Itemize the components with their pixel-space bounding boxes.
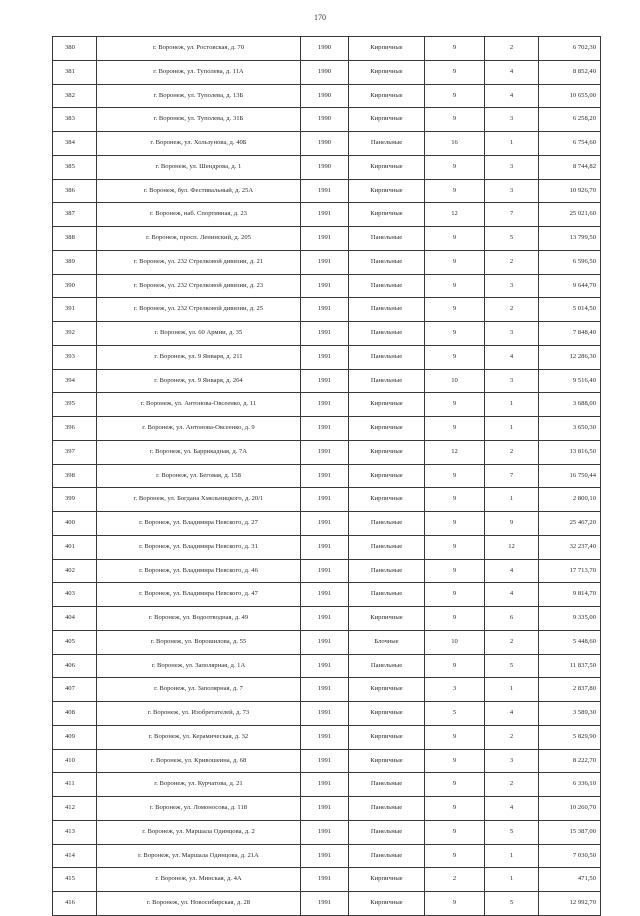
year-cell: 1991 <box>301 203 349 227</box>
table-row <box>53 559 601 583</box>
entrances-cell: 4 <box>485 583 539 607</box>
row-number-cell: 391 <box>53 298 97 322</box>
floors-cell: 9 <box>425 108 485 132</box>
address-cell: г. Воронеж, ул. Хользунова, д. 40Б <box>97 132 301 156</box>
area-cell: 5 014,50 <box>539 298 601 322</box>
wall-material-cell: Панельные <box>349 654 425 678</box>
row-number-cell: 390 <box>53 274 97 298</box>
table-body <box>53 37 601 916</box>
floors-cell: 9 <box>425 37 485 61</box>
row-number-cell: 409 <box>53 725 97 749</box>
year-cell: 1990 <box>301 37 349 61</box>
floors-cell: 9 <box>425 274 485 298</box>
year-cell: 1991 <box>301 274 349 298</box>
area-cell: 8 744,82 <box>539 155 601 179</box>
housing-table <box>52 36 601 916</box>
row-number-cell: 387 <box>53 203 97 227</box>
wall-material-cell: Панельные <box>349 512 425 536</box>
area-cell: 11 837,50 <box>539 654 601 678</box>
row-number-cell: 380 <box>53 37 97 61</box>
entrances-cell: 2 <box>485 630 539 654</box>
wall-material-cell: Панельные <box>349 820 425 844</box>
entrances-cell: 5 <box>485 654 539 678</box>
row-number-cell: 383 <box>53 108 97 132</box>
entrances-cell: 6 <box>485 607 539 631</box>
address-cell: г. Воронеж, ул. Заполярная, д. 7 <box>97 678 301 702</box>
table-row <box>53 607 601 631</box>
table-row <box>53 583 601 607</box>
year-cell: 1990 <box>301 84 349 108</box>
year-cell: 1991 <box>301 345 349 369</box>
area-cell: 2 800,10 <box>539 488 601 512</box>
area-cell: 8 222,70 <box>539 749 601 773</box>
row-number-cell: 407 <box>53 678 97 702</box>
table-row <box>53 369 601 393</box>
year-cell: 1991 <box>301 844 349 868</box>
wall-material-cell: Кирпичные <box>349 393 425 417</box>
row-number-cell: 386 <box>53 179 97 203</box>
entrances-cell: 9 <box>485 512 539 536</box>
table-row <box>53 773 601 797</box>
area-cell: 25 467,20 <box>539 512 601 536</box>
table-row <box>53 749 601 773</box>
area-cell: 25 021,60 <box>539 203 601 227</box>
wall-material-cell: Кирпичные <box>349 179 425 203</box>
year-cell: 1991 <box>301 417 349 441</box>
row-number-cell: 408 <box>53 702 97 726</box>
floors-cell: 5 <box>425 702 485 726</box>
wall-material-cell: Кирпичные <box>349 84 425 108</box>
year-cell: 1991 <box>301 868 349 892</box>
area-cell: 5 829,90 <box>539 725 601 749</box>
wall-material-cell: Панельные <box>349 559 425 583</box>
page-number: 170 <box>314 13 326 22</box>
floors-cell: 9 <box>425 464 485 488</box>
wall-material-cell: Кирпичные <box>349 464 425 488</box>
year-cell: 1991 <box>301 797 349 821</box>
wall-material-cell: Кирпичные <box>349 678 425 702</box>
table-row <box>53 892 601 916</box>
floors-cell: 9 <box>425 393 485 417</box>
floors-cell: 3 <box>425 678 485 702</box>
entrances-cell: 4 <box>485 559 539 583</box>
entrances-cell: 5 <box>485 227 539 251</box>
area-cell: 3 688,00 <box>539 393 601 417</box>
row-number-cell: 384 <box>53 132 97 156</box>
floors-cell: 9 <box>425 60 485 84</box>
area-cell: 10 655,00 <box>539 84 601 108</box>
row-number-cell: 406 <box>53 654 97 678</box>
floors-cell: 16 <box>425 132 485 156</box>
row-number-cell: 381 <box>53 60 97 84</box>
floors-cell: 10 <box>425 630 485 654</box>
entrances-cell: 12 <box>485 535 539 559</box>
row-number-cell: 397 <box>53 440 97 464</box>
wall-material-cell: Кирпичные <box>349 37 425 61</box>
year-cell: 1991 <box>301 179 349 203</box>
year-cell: 1991 <box>301 298 349 322</box>
floors-cell: 12 <box>425 203 485 227</box>
area-cell: 13 799,50 <box>539 227 601 251</box>
table-row <box>53 60 601 84</box>
wall-material-cell: Панельные <box>349 132 425 156</box>
row-number-cell: 401 <box>53 535 97 559</box>
table-row <box>53 725 601 749</box>
table-row <box>53 630 601 654</box>
address-cell: г. Воронеж, ул. 232 Стрелковой дивизии, д. 25 <box>97 298 301 322</box>
floors-cell: 9 <box>425 155 485 179</box>
table-row <box>53 298 601 322</box>
row-number-cell: 392 <box>53 322 97 346</box>
entrances-cell: 3 <box>485 274 539 298</box>
year-cell: 1990 <box>301 155 349 179</box>
year-cell: 1991 <box>301 250 349 274</box>
floors-cell: 9 <box>425 654 485 678</box>
table-row <box>53 345 601 369</box>
entrances-cell: 7 <box>485 464 539 488</box>
table-row <box>53 844 601 868</box>
table-row <box>53 203 601 227</box>
row-number-cell: 388 <box>53 227 97 251</box>
table-row <box>53 464 601 488</box>
area-cell: 10 260,70 <box>539 797 601 821</box>
area-cell: 32 237,40 <box>539 535 601 559</box>
year-cell: 1991 <box>301 535 349 559</box>
area-cell: 7 030,50 <box>539 844 601 868</box>
address-cell: г. Воронеж, ул. Баррикадная, д. 7А <box>97 440 301 464</box>
year-cell: 1991 <box>301 773 349 797</box>
floors-cell: 9 <box>425 535 485 559</box>
table-row <box>53 535 601 559</box>
table-row <box>53 179 601 203</box>
area-cell: 9 814,70 <box>539 583 601 607</box>
address-cell: г. Воронеж, ул. Туполева, д. 13Б <box>97 84 301 108</box>
table-row <box>53 155 601 179</box>
table-row <box>53 108 601 132</box>
floors-cell: 9 <box>425 820 485 844</box>
row-number-cell: 395 <box>53 393 97 417</box>
address-cell: г. Воронеж, ул. Заполярная, д. 1А <box>97 654 301 678</box>
entrances-cell: 3 <box>485 179 539 203</box>
wall-material-cell: Панельные <box>349 345 425 369</box>
address-cell: г. Воронеж, ул. Владимира Невского, д. 31 <box>97 535 301 559</box>
row-number-cell: 398 <box>53 464 97 488</box>
address-cell: г. Воронеж, ул. 232 Стрелковой дивизии, д. 21 <box>97 250 301 274</box>
area-cell: 6 754,60 <box>539 132 601 156</box>
address-cell: г. Воронеж, наб. Спортивная, д. 23 <box>97 203 301 227</box>
entrances-cell: 4 <box>485 60 539 84</box>
year-cell: 1990 <box>301 60 349 84</box>
entrances-cell: 5 <box>485 820 539 844</box>
address-cell: г. Воронеж, ул. Маршала Одинцова, д. 2 <box>97 820 301 844</box>
row-number-cell: 400 <box>53 512 97 536</box>
wall-material-cell: Панельные <box>349 274 425 298</box>
address-cell: г. Воронеж, ул. Водоотводная, д. 49 <box>97 607 301 631</box>
address-cell: г. Воронеж, ул. Владимира Невского, д. 27 <box>97 512 301 536</box>
entrances-cell: 2 <box>485 725 539 749</box>
address-cell: г. Воронеж, ул. 9 Января, д. 211 <box>97 345 301 369</box>
year-cell: 1991 <box>301 488 349 512</box>
entrances-cell: 5 <box>485 892 539 916</box>
address-cell: г. Воронеж, ул. Антонова-Овсеенко, д. 11 <box>97 393 301 417</box>
table-row <box>53 797 601 821</box>
area-cell: 6 258,20 <box>539 108 601 132</box>
table-row <box>53 488 601 512</box>
address-cell: г. Воронеж, ул. Новосибирская, д. 28 <box>97 892 301 916</box>
row-number-cell: 396 <box>53 417 97 441</box>
address-cell: г. Воронеж, ул. Минская, д. 4А <box>97 868 301 892</box>
wall-material-cell: Панельные <box>349 369 425 393</box>
year-cell: 1991 <box>301 512 349 536</box>
table-row <box>53 37 601 61</box>
entrances-cell: 1 <box>485 417 539 441</box>
address-cell: г. Воронеж, ул. Керамическая, д. 32 <box>97 725 301 749</box>
row-number-cell: 402 <box>53 559 97 583</box>
year-cell: 1991 <box>301 464 349 488</box>
row-number-cell: 416 <box>53 892 97 916</box>
entrances-cell: 4 <box>485 345 539 369</box>
floors-cell: 9 <box>425 417 485 441</box>
area-cell: 8 852,40 <box>539 60 601 84</box>
floors-cell: 9 <box>425 298 485 322</box>
row-number-cell: 404 <box>53 607 97 631</box>
table-row <box>53 132 601 156</box>
entrances-cell: 1 <box>485 132 539 156</box>
wall-material-cell: Панельные <box>349 250 425 274</box>
year-cell: 1991 <box>301 440 349 464</box>
entrances-cell: 3 <box>485 322 539 346</box>
wall-material-cell: Кирпичные <box>349 203 425 227</box>
floors-cell: 9 <box>425 488 485 512</box>
address-cell: г. Воронеж, ул. 60 Армии, д. 35 <box>97 322 301 346</box>
row-number-cell: 382 <box>53 84 97 108</box>
year-cell: 1991 <box>301 583 349 607</box>
year-cell: 1991 <box>301 678 349 702</box>
floors-cell: 9 <box>425 844 485 868</box>
floors-cell: 9 <box>425 250 485 274</box>
floors-cell: 9 <box>425 725 485 749</box>
wall-material-cell: Блочные <box>349 630 425 654</box>
row-number-cell: 393 <box>53 345 97 369</box>
year-cell: 1991 <box>301 654 349 678</box>
table-row <box>53 678 601 702</box>
wall-material-cell: Кирпичные <box>349 892 425 916</box>
floors-cell: 9 <box>425 773 485 797</box>
address-cell: г. Воронеж, ул. Богдана Хмельницкого, д. 20/1 <box>97 488 301 512</box>
area-cell: 6 336,10 <box>539 773 601 797</box>
floors-cell: 9 <box>425 179 485 203</box>
wall-material-cell: Кирпичные <box>349 417 425 441</box>
address-cell: г. Воронеж, ул. Антонова-Овсеенко, д. 9 <box>97 417 301 441</box>
entrances-cell: 1 <box>485 488 539 512</box>
row-number-cell: 399 <box>53 488 97 512</box>
address-cell: г. Воронеж, бул. Фестивальный, д. 25А <box>97 179 301 203</box>
address-cell: г. Воронеж, ул. Ростовская, д. 70 <box>97 37 301 61</box>
year-cell: 1991 <box>301 559 349 583</box>
address-cell: г. Воронеж, ул. 232 Стрелковой дивизии, д. 23 <box>97 274 301 298</box>
wall-material-cell: Кирпичные <box>349 488 425 512</box>
wall-material-cell: Кирпичные <box>349 749 425 773</box>
area-cell: 16 750,44 <box>539 464 601 488</box>
entrances-cell: 2 <box>485 773 539 797</box>
floors-cell: 9 <box>425 322 485 346</box>
wall-material-cell: Кирпичные <box>349 60 425 84</box>
wall-material-cell: Кирпичные <box>349 868 425 892</box>
entrances-cell: 4 <box>485 702 539 726</box>
row-number-cell: 385 <box>53 155 97 179</box>
address-cell: г. Воронеж, ул. Туполева, д. 31Б <box>97 108 301 132</box>
year-cell: 1991 <box>301 393 349 417</box>
row-number-cell: 405 <box>53 630 97 654</box>
table-row <box>53 250 601 274</box>
year-cell: 1991 <box>301 749 349 773</box>
entrances-cell: 2 <box>485 298 539 322</box>
entrances-cell: 2 <box>485 440 539 464</box>
address-cell: г. Воронеж, просп. Ленинский, д. 205 <box>97 227 301 251</box>
floors-cell: 9 <box>425 583 485 607</box>
area-cell: 6 596,50 <box>539 250 601 274</box>
entrances-cell: 1 <box>485 678 539 702</box>
entrances-cell: 1 <box>485 844 539 868</box>
address-cell: г. Воронеж, ул. Кривошеина, д. 68 <box>97 749 301 773</box>
area-cell: 3 589,30 <box>539 702 601 726</box>
entrances-cell: 2 <box>485 250 539 274</box>
area-cell: 12 286,30 <box>539 345 601 369</box>
floors-cell: 9 <box>425 559 485 583</box>
table-row <box>53 820 601 844</box>
entrances-cell: 4 <box>485 797 539 821</box>
entrances-cell: 3 <box>485 108 539 132</box>
year-cell: 1991 <box>301 322 349 346</box>
floors-cell: 9 <box>425 607 485 631</box>
entrances-cell: 4 <box>485 84 539 108</box>
floors-cell: 9 <box>425 749 485 773</box>
entrances-cell: 7 <box>485 203 539 227</box>
row-number-cell: 414 <box>53 844 97 868</box>
address-cell: г. Воронеж, ул. Ворошилова, д. 55 <box>97 630 301 654</box>
floors-cell: 9 <box>425 797 485 821</box>
wall-material-cell: Панельные <box>349 773 425 797</box>
area-cell: 7 848,40 <box>539 322 601 346</box>
area-cell: 9 644,70 <box>539 274 601 298</box>
wall-material-cell: Кирпичные <box>349 607 425 631</box>
area-cell: 13 816,50 <box>539 440 601 464</box>
row-number-cell: 412 <box>53 797 97 821</box>
address-cell: г. Воронеж, ул. Курчатова, д. 21 <box>97 773 301 797</box>
table-row <box>53 512 601 536</box>
year-cell: 1991 <box>301 725 349 749</box>
row-number-cell: 394 <box>53 369 97 393</box>
area-cell: 12 992,70 <box>539 892 601 916</box>
year-cell: 1991 <box>301 892 349 916</box>
table-row <box>53 654 601 678</box>
table-row <box>53 868 601 892</box>
entrances-cell: 1 <box>485 393 539 417</box>
year-cell: 1991 <box>301 630 349 654</box>
area-cell: 3 650,30 <box>539 417 601 441</box>
floors-cell: 10 <box>425 369 485 393</box>
address-cell: г. Воронеж, ул. Туполева, д. 11А <box>97 60 301 84</box>
floors-cell: 2 <box>425 868 485 892</box>
address-cell: г. Воронеж, ул. 9 Января, д. 264 <box>97 369 301 393</box>
floors-cell: 9 <box>425 512 485 536</box>
floors-cell: 12 <box>425 440 485 464</box>
entrances-cell: 1 <box>485 868 539 892</box>
table-row <box>53 322 601 346</box>
year-cell: 1991 <box>301 369 349 393</box>
area-cell: 471,50 <box>539 868 601 892</box>
table-row <box>53 227 601 251</box>
address-cell: г. Воронеж, ул. Владимира Невского, д. 47 <box>97 583 301 607</box>
address-cell: г. Воронеж, ул. Маршала Одинцова, д. 21А <box>97 844 301 868</box>
area-cell: 2 837,80 <box>539 678 601 702</box>
wall-material-cell: Панельные <box>349 583 425 607</box>
area-cell: 6 702,30 <box>539 37 601 61</box>
address-cell: г. Воронеж, ул. Изобретателей, д. 73 <box>97 702 301 726</box>
table-row <box>53 274 601 298</box>
floors-cell: 9 <box>425 227 485 251</box>
wall-material-cell: Кирпичные <box>349 702 425 726</box>
row-number-cell: 413 <box>53 820 97 844</box>
row-number-cell: 403 <box>53 583 97 607</box>
table-row <box>53 84 601 108</box>
entrances-cell: 3 <box>485 749 539 773</box>
entrances-cell: 3 <box>485 155 539 179</box>
wall-material-cell: Кирпичные <box>349 440 425 464</box>
table-row <box>53 440 601 464</box>
wall-material-cell: Панельные <box>349 322 425 346</box>
year-cell: 1991 <box>301 607 349 631</box>
wall-material-cell: Кирпичные <box>349 155 425 179</box>
wall-material-cell: Панельные <box>349 227 425 251</box>
row-number-cell: 415 <box>53 868 97 892</box>
year-cell: 1991 <box>301 820 349 844</box>
row-number-cell: 389 <box>53 250 97 274</box>
wall-material-cell: Панельные <box>349 298 425 322</box>
floors-cell: 9 <box>425 345 485 369</box>
wall-material-cell: Кирпичные <box>349 725 425 749</box>
floors-cell: 9 <box>425 84 485 108</box>
area-cell: 10 926,70 <box>539 179 601 203</box>
year-cell: 1991 <box>301 227 349 251</box>
year-cell: 1990 <box>301 108 349 132</box>
floors-cell: 9 <box>425 892 485 916</box>
entrances-cell: 3 <box>485 369 539 393</box>
address-cell: г. Воронеж, ул. Шендрова, д. 1 <box>97 155 301 179</box>
wall-material-cell: Кирпичные <box>349 108 425 132</box>
address-cell: г. Воронеж, ул. Владимира Невского, д. 46 <box>97 559 301 583</box>
wall-material-cell: Панельные <box>349 797 425 821</box>
year-cell: 1990 <box>301 132 349 156</box>
area-cell: 17 713,70 <box>539 559 601 583</box>
address-cell: г. Воронеж, ул. Ломоносова, д. 118 <box>97 797 301 821</box>
table-row <box>53 417 601 441</box>
area-cell: 9 335,00 <box>539 607 601 631</box>
area-cell: 15 387,00 <box>539 820 601 844</box>
address-cell: г. Воронеж, ул. Беговая, д. 158 <box>97 464 301 488</box>
area-cell: 9 516,40 <box>539 369 601 393</box>
wall-material-cell: Панельные <box>349 844 425 868</box>
table-row <box>53 393 601 417</box>
row-number-cell: 411 <box>53 773 97 797</box>
table-row <box>53 702 601 726</box>
year-cell: 1991 <box>301 702 349 726</box>
row-number-cell: 410 <box>53 749 97 773</box>
entrances-cell: 2 <box>485 37 539 61</box>
area-cell: 5 448,60 <box>539 630 601 654</box>
wall-material-cell: Панельные <box>349 535 425 559</box>
